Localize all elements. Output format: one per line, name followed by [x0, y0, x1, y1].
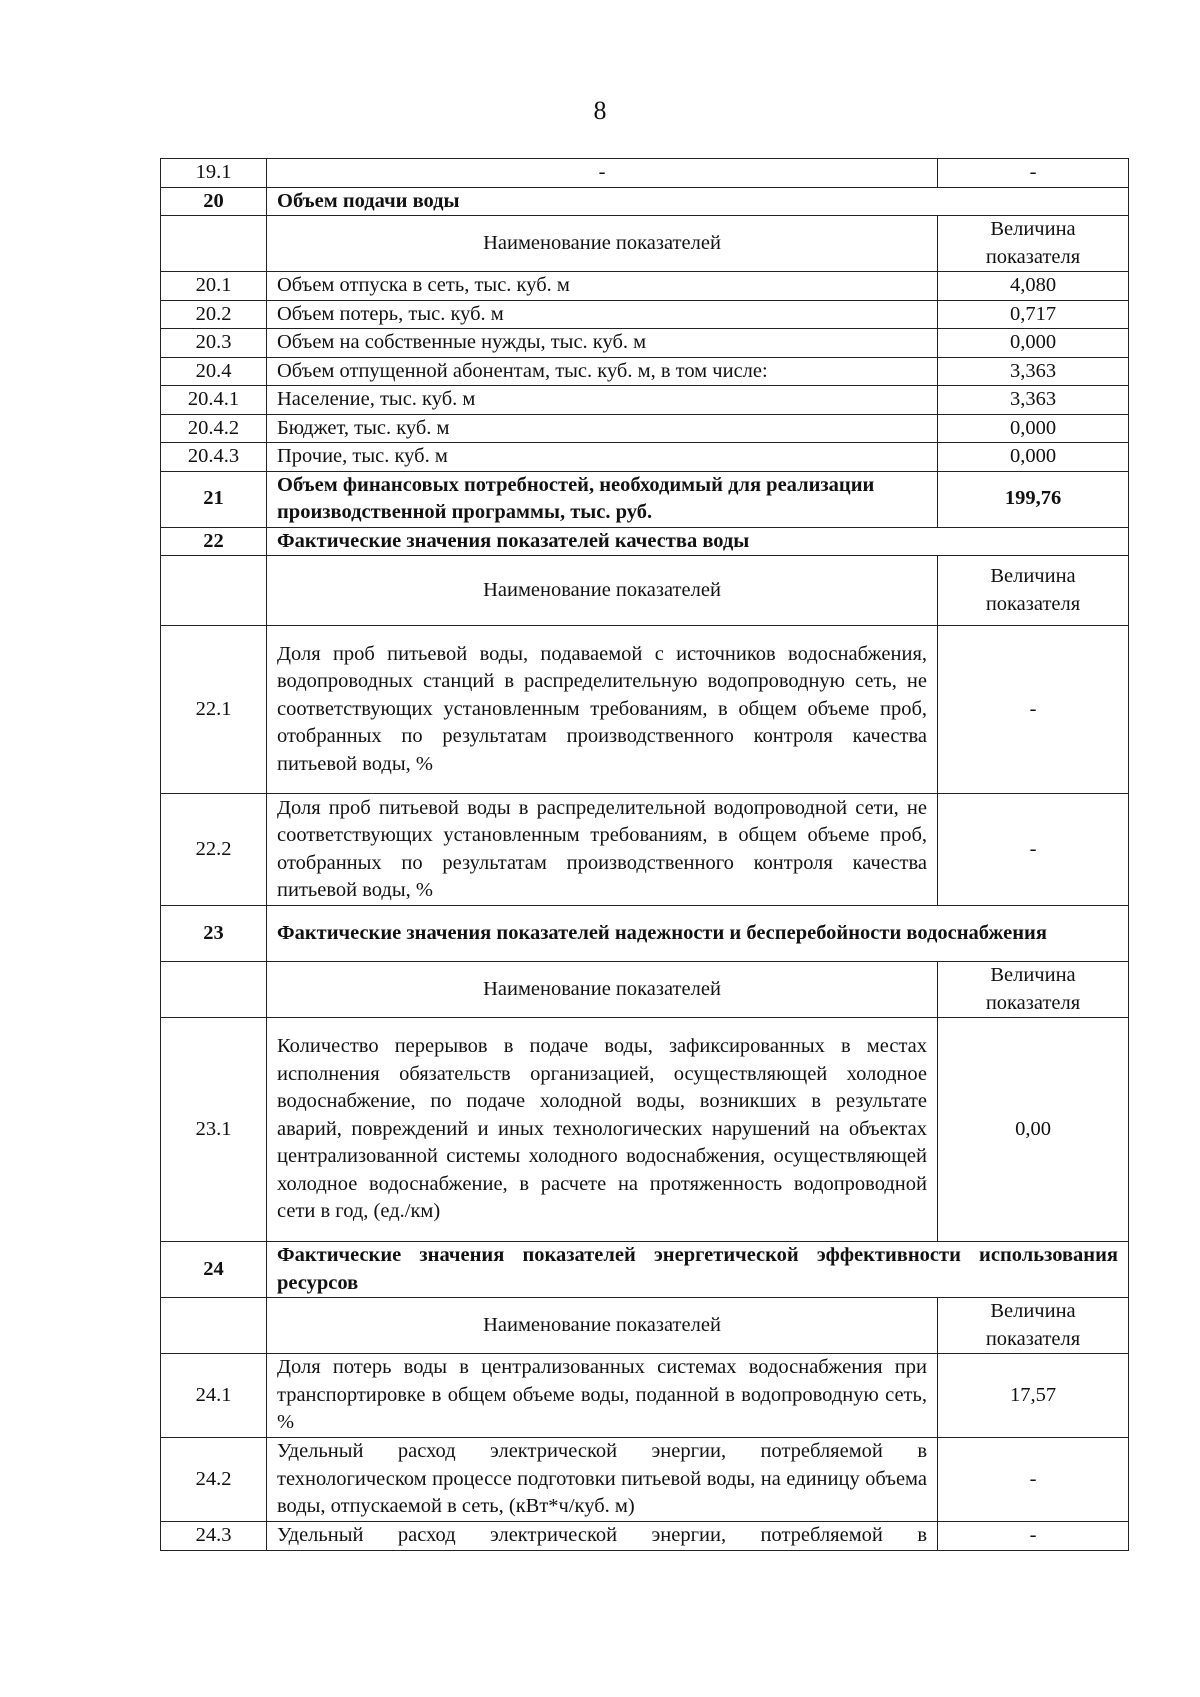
- table-row: [161, 626, 1129, 794]
- empty-cell: [161, 556, 267, 626]
- section-title: Объем финансовых потребностей, необходимый для реализации производственной программы, тыс. руб.: [267, 471, 938, 527]
- indicator-name: Доля потерь воды в централизованных системах водоснабжения при транспортировке в общем объеме воды, поданной в водопроводную сеть, %: [267, 1354, 938, 1438]
- section-title: Фактические значения показателей качества воды: [267, 527, 1129, 556]
- row-number: 22.2: [161, 794, 267, 906]
- row-number: 20.3: [161, 329, 267, 358]
- indicator-value: 0,000: [938, 329, 1129, 358]
- section-number: 21: [161, 471, 267, 527]
- indicator-name: Прочие, тыс. куб. м: [267, 443, 938, 472]
- indicator-value: 17,57: [938, 1354, 1129, 1438]
- table-row: [161, 386, 1129, 415]
- row-number: 20.4.3: [161, 443, 267, 472]
- section-title: Фактические значения показателей энергетической эффективности использования ресурсов: [267, 1242, 1129, 1298]
- table-row: [161, 300, 1129, 329]
- indicator-name: Доля проб питьевой воды в распределительной водопроводной сети, не соответствующих установленным требованиям, в общем объеме проб, отобранных по результатам производственного контроля качества питьевой воды, %: [267, 794, 938, 906]
- page-number: 8: [593, 96, 607, 125]
- row-number: 22.1: [161, 626, 267, 794]
- indicator-name: Объем потерь, тыс. куб. м: [267, 300, 938, 329]
- row-number: 24.3: [161, 1522, 267, 1551]
- column-header-name: Наименование показателей: [267, 556, 938, 626]
- table-row: [161, 159, 1129, 188]
- column-header-name: Наименование показателей: [267, 1298, 938, 1354]
- header-row: [161, 962, 1129, 1018]
- indicator-value: -: [938, 794, 1129, 906]
- column-header-value: Величина показателя: [938, 1298, 1129, 1354]
- row-number: 20.1: [161, 272, 267, 301]
- header-row: [161, 216, 1129, 272]
- table-row: [161, 1438, 1129, 1522]
- indicator-value: 0,000: [938, 414, 1129, 443]
- indicator-name: Бюджет, тыс. куб. м: [267, 414, 938, 443]
- section-number: 24: [161, 1242, 267, 1298]
- column-header-value: Величина показателя: [938, 962, 1129, 1018]
- row-number: 24.1: [161, 1354, 267, 1438]
- header-row: [161, 556, 1129, 626]
- indicator-value: -: [938, 1522, 1129, 1551]
- section-title: Объем подачи воды: [267, 187, 1129, 216]
- row-number: 20.4.2: [161, 414, 267, 443]
- indicator-value: -: [938, 159, 1129, 188]
- section-row: [161, 187, 1129, 216]
- section-title: Фактические значения показателей надежности и бесперебойности водоснабжения: [267, 906, 1129, 962]
- indicator-value: 3,363: [938, 386, 1129, 415]
- section-number: 23: [161, 906, 267, 962]
- row-number: 20.2: [161, 300, 267, 329]
- indicator-value: 3,363: [938, 357, 1129, 386]
- table-row: [161, 1354, 1129, 1438]
- indicator-name: Объем отпуска в сеть, тыс. куб. м: [267, 272, 938, 301]
- empty-cell: [161, 1298, 267, 1354]
- indicator-value: 0,000: [938, 443, 1129, 472]
- indicator-value: -: [938, 626, 1129, 794]
- section-number: 22: [161, 527, 267, 556]
- section-value: 199,76: [938, 471, 1129, 527]
- row-number: 24.2: [161, 1438, 267, 1522]
- table-row: [161, 443, 1129, 472]
- empty-cell: [161, 216, 267, 272]
- indicator-name: Удельный расход электрической энергии, потребляемой в технологическом процессе подготовки питьевой воды, на единицу объема воды, отпускаемой в сеть, (кВт*ч/куб. м): [267, 1438, 938, 1522]
- section-number: 20: [161, 187, 267, 216]
- indicator-name: Объем на собственные нужды, тыс. куб. м: [267, 329, 938, 358]
- table-row: [161, 272, 1129, 301]
- header-row: [161, 1298, 1129, 1354]
- section-row: [161, 906, 1129, 962]
- table-row: [161, 414, 1129, 443]
- indicator-name: Количество перерывов в подаче воды, зафиксированных в местах исполнения обязательств организацией, осуществляющей холодное водоснабжение, по подаче холодной воды, возникших в результате аварий, повреждений и иных технологических нарушений на объектах централизованной системы холодного водоснабжения, осуществляющей холодное водоснабжение, в расчете на протяженность водопроводной сети в год, (ед./км): [267, 1018, 938, 1242]
- indicator-name: Удельный расход электрической энергии, потребляемой в: [267, 1522, 938, 1551]
- section-row: [161, 1242, 1129, 1298]
- column-header-value: Величина показателя: [938, 216, 1129, 272]
- indicator-name: Доля проб питьевой воды, подаваемой с источников водоснабжения, водопроводных станций в распределительную водопроводную сеть, не соответствующих установленным требованиям, в общем объеме проб, отобранных по результатам производственного контроля качества питьевой воды, %: [267, 626, 938, 794]
- column-header-name: Наименование показателей: [267, 962, 938, 1018]
- indicator-name: -: [267, 159, 938, 188]
- row-number: 20.4.1: [161, 386, 267, 415]
- indicator-value: 0,717: [938, 300, 1129, 329]
- row-number: 19.1: [161, 159, 267, 188]
- row-number: 23.1: [161, 1018, 267, 1242]
- column-header-name: Наименование показателей: [267, 216, 938, 272]
- empty-cell: [161, 962, 267, 1018]
- column-header-value: Величина показателя: [938, 556, 1129, 626]
- table-row: [161, 1522, 1129, 1551]
- section-row: [161, 527, 1129, 556]
- section-row: [161, 471, 1129, 527]
- table-row: [161, 1018, 1129, 1242]
- indicator-name: Объем отпущенной абонентам, тыс. куб. м, в том числе:: [267, 357, 938, 386]
- indicator-value: 4,080: [938, 272, 1129, 301]
- table-row: [161, 357, 1129, 386]
- indicator-value: -: [938, 1438, 1129, 1522]
- indicators-table: [160, 158, 1129, 1551]
- row-number: 20.4: [161, 357, 267, 386]
- indicator-value: 0,00: [938, 1018, 1129, 1242]
- indicator-name: Население, тыс. куб. м: [267, 386, 938, 415]
- table-row: [161, 329, 1129, 358]
- table-row: [161, 794, 1129, 906]
